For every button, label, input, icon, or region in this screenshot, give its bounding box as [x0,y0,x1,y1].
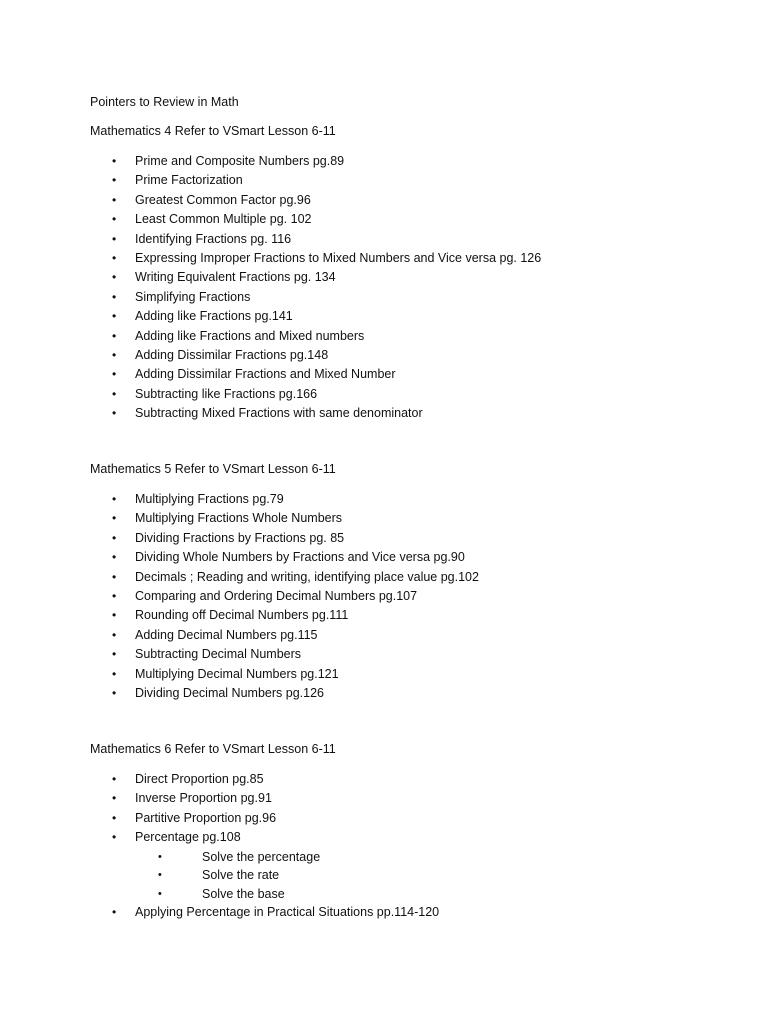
bullet-icon: • [112,666,117,681]
sub-list-item [90,848,730,867]
list-item [90,346,730,365]
list-item-text: Adding Dissimilar Fractions and Mixed Number [135,367,396,382]
bullet-icon: • [112,791,117,806]
list-item [90,288,730,307]
list-item-text: Multiplying Decimal Numbers pg.121 [135,666,339,681]
section-heading: Mathematics 5 Refer to VSmart Lesson 6-11 [90,462,336,476]
bullet-icon: • [112,212,117,227]
list-item [90,307,730,326]
list-item-text: Decimals ; Reading and writing, identifying place value pg.102 [135,569,479,584]
bullet-icon: • [112,608,117,623]
sub-list-item [90,885,730,904]
bullet-icon: • [112,289,117,304]
bullet-icon: • [112,810,117,825]
sub-list-item-text: Solve the rate [202,868,280,883]
bullet-icon: • [112,686,117,701]
topic-list [90,770,730,923]
bullet-icon: • [158,887,162,900]
list-item [90,490,730,509]
list-item-text: Comparing and Ordering Decimal Numbers pg.107 [135,589,418,604]
list-item [90,587,730,606]
list-item [90,568,730,587]
bullet-icon: • [112,406,117,421]
section-heading: Mathematics 6 Refer to VSmart Lesson 6-11 [90,742,336,756]
list-item-text: Subtracting Mixed Fractions with same denominator [135,406,423,421]
sub-list-item [90,866,730,885]
list-item [90,171,730,190]
list-item-text: Adding like Fractions pg.141 [135,309,293,324]
list-item-text: Dividing Fractions by Fractions pg. 85 [135,530,345,545]
section-mathematics-6 [90,740,730,923]
list-item [90,191,730,210]
bullet-icon: • [112,251,117,266]
bullet-icon: • [112,647,117,662]
bullet-icon: • [112,386,117,401]
list-item [90,684,730,703]
bullet-icon: • [112,627,117,642]
list-item [90,268,730,287]
bullet-icon: • [112,328,117,343]
list-item [90,828,730,903]
bullet-icon: • [112,530,117,545]
section-mathematics-5 [90,460,730,703]
list-item [90,665,730,684]
list-item [90,903,730,922]
list-item-text: Applying Percentage in Practical Situations pp.114-120 [135,905,440,920]
bullet-icon: • [112,550,117,565]
bullet-icon: • [112,173,117,188]
bullet-icon: • [112,589,117,604]
section-mathematics-4 [90,122,730,424]
list-item [90,404,730,423]
list-item-text: Greatest Common Factor pg.96 [135,192,311,207]
bullet-icon: • [158,869,162,882]
list-item-text: Direct Proportion pg.85 [135,772,264,786]
list-item-text: Prime Factorization [135,173,243,188]
list-item [90,509,730,528]
list-item-text: Simplifying Fractions [135,289,251,304]
list-item [90,210,730,229]
bullet-icon: • [112,231,117,246]
list-item [90,606,730,625]
bullet-icon: • [112,905,117,920]
list-item-text: Subtracting Decimal Numbers [135,647,302,662]
list-item [90,327,730,346]
list-item [90,770,730,789]
bullet-icon: • [112,830,117,845]
list-item-text: Writing Equivalent Fractions pg. 134 [135,270,336,285]
list-item-text: Least Common Multiple pg. 102 [135,212,312,227]
list-item [90,152,730,171]
list-item-text: Multiplying Fractions Whole Numbers [135,511,343,526]
list-item-text: Adding Decimal Numbers pg.115 [135,627,318,642]
list-item [90,789,730,808]
list-item-text: Partitive Proportion pg.96 [135,810,277,825]
list-item-text: Dividing Whole Numbers by Fractions and Vice versa pg.90 [135,550,465,565]
bullet-icon: • [158,850,162,863]
list-item-text: Percentage pg.108 [135,830,241,845]
bullet-icon: • [112,511,117,526]
bullet-icon: • [112,772,117,786]
bullet-icon: • [112,348,117,363]
bullet-icon: • [112,154,117,168]
list-item [90,365,730,384]
bullet-icon: • [112,492,117,506]
section-heading: Mathematics 4 Refer to VSmart Lesson 6-11 [90,124,336,138]
list-item [90,809,730,828]
sub-list-item-text: Solve the percentage [202,849,321,864]
list-item [90,230,730,249]
list-item-text: Inverse Proportion pg.91 [135,791,272,806]
list-item-text: Adding like Fractions and Mixed numbers [135,328,365,343]
list-item-text: Identifying Fractions pg. 116 [135,231,292,246]
list-item [90,645,730,664]
list-item-text: Multiplying Fractions pg.79 [135,492,284,506]
list-item-text: Prime and Composite Numbers pg.89 [135,154,345,168]
list-item [90,548,730,567]
list-item-text: Rounding off Decimal Numbers pg.111 [135,608,349,623]
document-title: Pointers to Review in Math [90,95,239,109]
bullet-icon: • [112,192,117,207]
list-item [90,529,730,548]
list-item-text: Dividing Decimal Numbers pg.126 [135,686,324,701]
bullet-icon: • [112,270,117,285]
list-item [90,626,730,645]
sub-list-item-text: Solve the base [202,886,285,901]
list-item-text: Expressing Improper Fractions to Mixed Numbers and Vice versa pg. 126 [135,251,542,266]
bullet-icon: • [112,569,117,584]
topic-list [90,490,730,703]
topic-list [90,152,730,424]
list-item [90,385,730,404]
bullet-icon: • [112,309,117,324]
sub-topic-list [135,848,730,904]
bullet-icon: • [112,367,117,382]
list-item-text: Adding Dissimilar Fractions pg.148 [135,348,329,363]
list-item [90,249,730,268]
list-item-text: Subtracting like Fractions pg.166 [135,386,318,401]
